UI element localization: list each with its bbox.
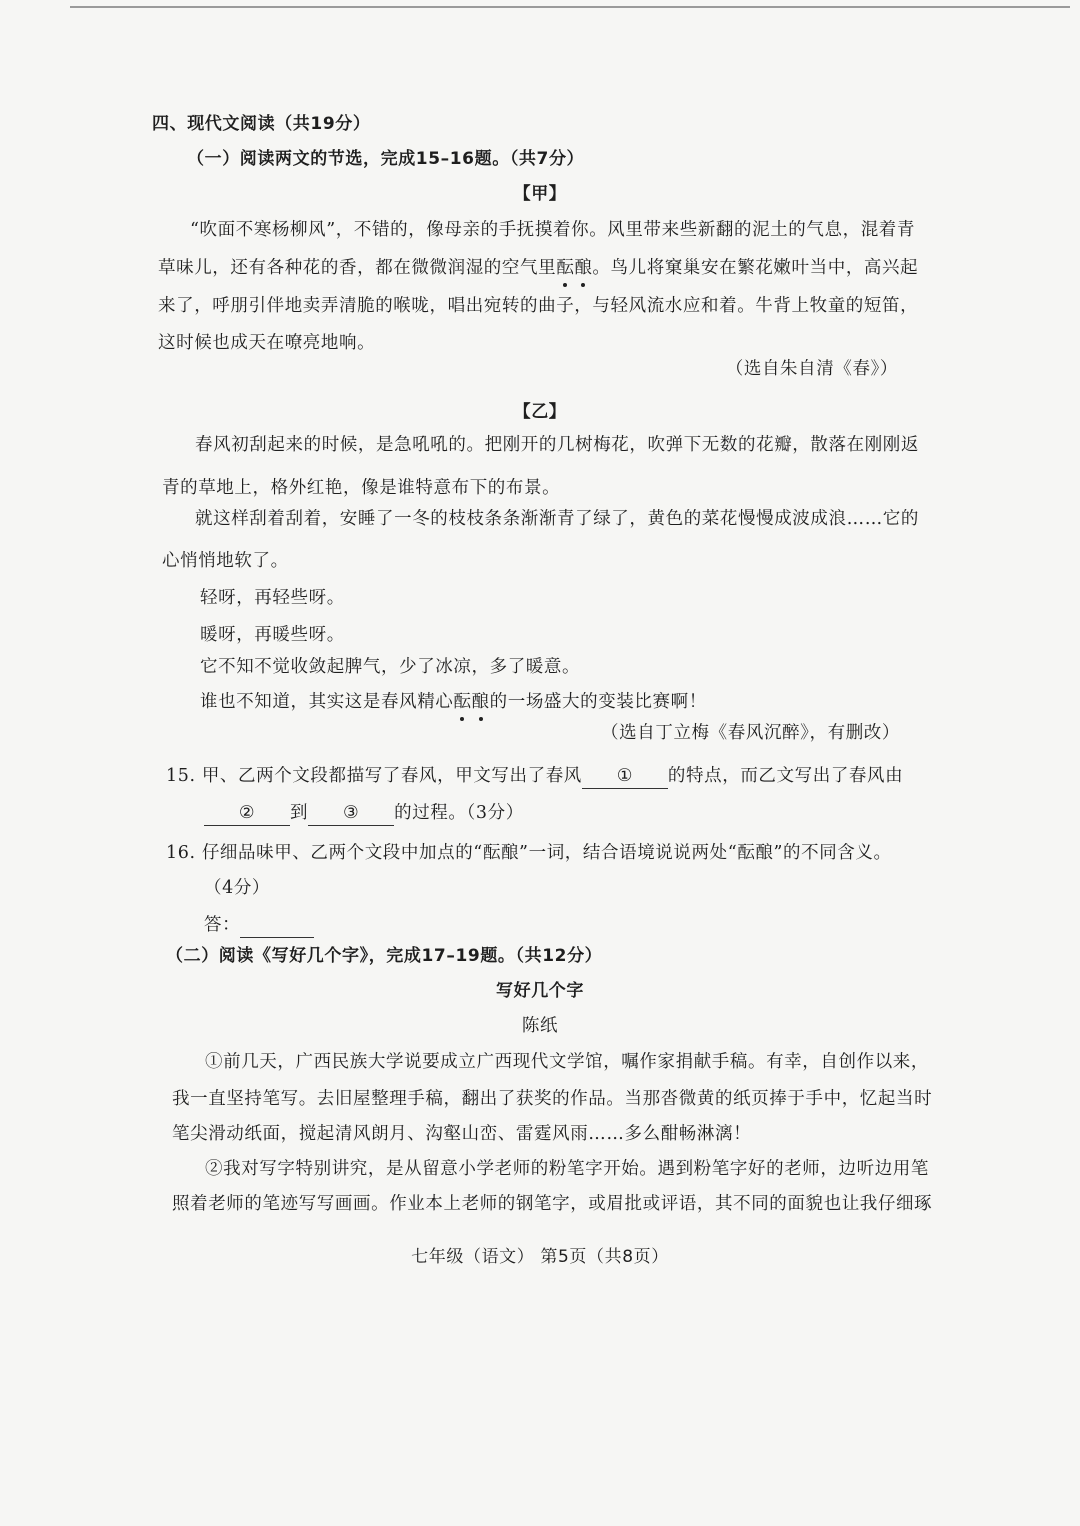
yi-p1-line-2: 青的草地上，格外红艳，像是谁特意布下的布景。 (162, 478, 561, 498)
yi-label: 【乙】 (513, 402, 567, 422)
yi-p2-line-1: 就这样刮着刮着，安睡了一冬的枝枝条条渐渐青了绿了，黄色的菜花慢慢成波成浪……它的 (195, 509, 919, 529)
article-para1-line-2: 我一直坚持笔写。去旧屋整理手稿，翻出了获奖的作品。当那沓微黄的纸页捧于手中，忆起当时 (172, 1089, 933, 1109)
yi-p5: 它不知不觉收敛起脾气，少了冰凉，多了暖意。 (200, 657, 581, 677)
jia-source: （选自朱自清《春》） (725, 359, 898, 379)
yi-p1-line-1: 春风初刮起来的时候，是急吼吼的。把刚开的几树梅花，吹弹下无数的花瓣，散落在刚刚返 (195, 435, 919, 455)
article-title: 写好几个字 (496, 981, 584, 1001)
dotted-char: 酿 (574, 258, 593, 278)
section-title: 四、现代文阅读（共19分） (152, 114, 371, 134)
q15-blank-1[interactable]: ① (582, 764, 668, 789)
article-para2-line-1: ②我对写字特别讲究，是从留意小学老师的粉笔字开始。遇到粉笔字好的老师，边听边用笔 (205, 1159, 929, 1179)
article-para1-line-1: ①前几天，广西民族大学说要成立广西现代文学馆，嘱作家捐献手稿。有幸，自创作以来， (205, 1052, 929, 1072)
question-16-score: （4分） (204, 878, 271, 898)
yi-source: （选自丁立梅《春风沉醉》，有删改） (601, 723, 900, 743)
q15-number: 15. (166, 766, 196, 786)
q15-blank-2[interactable]: ② (204, 801, 290, 826)
jia-line-4: 这时候也成天在嘹亮地响。 (158, 333, 376, 353)
dotted-char: 酝 (453, 692, 472, 712)
question-16-line-1: 16. 仔细品味甲、乙两个文段中加点的“酝酿”一词，结合语境说说两处“酝酿”的不同含义。 (166, 843, 892, 863)
article-para1-line-3: 笔尖滑动纸面，搅起清风朗月、沟壑山峦、雷霆风雨……多么酣畅淋漓！ (172, 1124, 752, 1144)
q16-number: 16. (166, 843, 196, 863)
page-footer: 七年级（语文） 第5页（共8页） (411, 1247, 669, 1267)
q16-answer-blank[interactable] (240, 913, 314, 938)
dotted-char: 酿 (471, 692, 490, 712)
question-16-answer: 答： (204, 913, 314, 938)
article-para2-line-2: 照着老师的笔迹写写画画。作业本上老师的钢笔字，或眉批或评语，其不同的面貌也让我仔细琢 (172, 1194, 933, 1214)
yi-p6: 谁也不知道，其实这是春风精心酝酿的一场盛大的变装比赛啊！ (200, 692, 707, 712)
article-author: 陈纸 (521, 1016, 559, 1036)
yi-p3: 轻呀，再轻些呀。 (200, 588, 345, 608)
q15-blank-3[interactable]: ③ (308, 801, 394, 826)
part1-heading: （一）阅读两文的节选，完成15–16题。（共7分） (187, 149, 585, 169)
question-15-line-1: 15. 甲、乙两个文段都描写了春风，甲文写出了春风 ① 的特点，而乙文写出了春风由 (166, 764, 903, 789)
jia-line-3: 来了，呼朋引伴地卖弄清脆的喉咙，唱出宛转的曲子，与轻风流水应和着。牛背上牧童的短笛， (158, 296, 919, 316)
dotted-char: 酝 (556, 258, 575, 278)
yi-p4: 暖呀，再暖些呀。 (200, 625, 345, 645)
question-15-line-2: ② 到 ③ 的过程。（3分） (204, 801, 524, 826)
jia-line-1: “吹面不寒杨柳风”，不错的，像母亲的手抚摸着你。风里带来些新翻的泥土的气息，混着青 (190, 220, 915, 240)
part2-heading: （二）阅读《写好几个字》，完成17–19题。（共12分） (166, 946, 603, 966)
jia-label: 【甲】 (513, 184, 567, 204)
jia-line-2: 草味儿，还有各种花的香，都在微微润湿的空气里酝酿。鸟儿将窠巢安在繁花嫩叶当中，高兴起 (158, 258, 919, 278)
yi-p2-line-2: 心悄悄地软了。 (162, 551, 289, 571)
